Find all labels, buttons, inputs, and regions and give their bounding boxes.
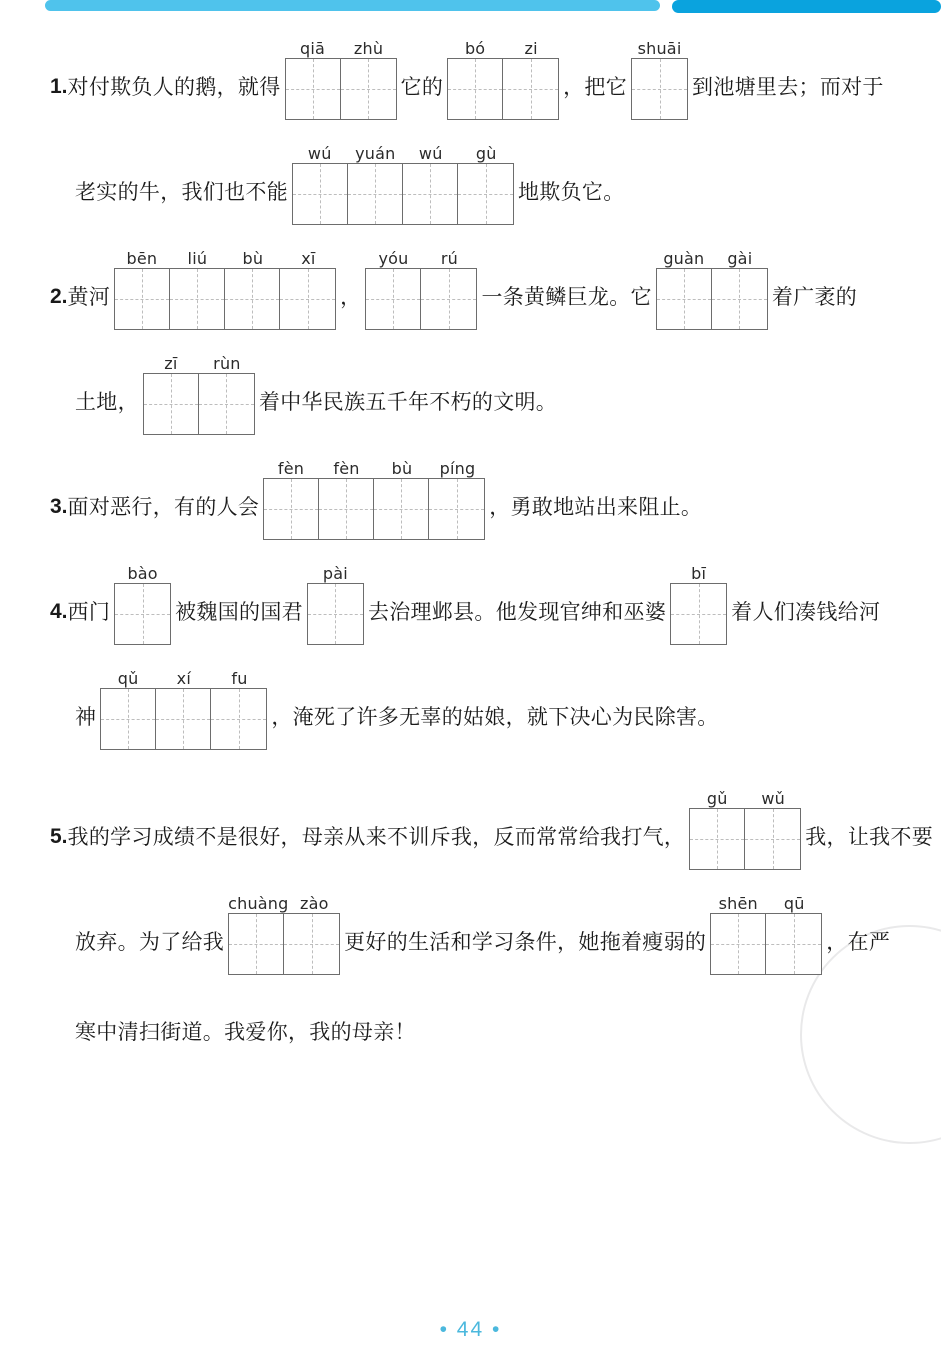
header-decoration-bars — [0, 0, 941, 16]
pinyin-label: qǔ — [117, 669, 139, 688]
tianzige-cell[interactable] — [458, 164, 513, 224]
tianzige-grid[interactable] — [263, 478, 485, 540]
pinyin-row — [263, 452, 485, 478]
sentence-text: 着广袤的 — [771, 285, 858, 309]
pinyin-row — [631, 32, 688, 58]
sentence-text: 西门 — [67, 600, 111, 624]
tianzige-grid[interactable] — [143, 373, 255, 435]
question-line — [0, 559, 941, 645]
question-number: 2. — [50, 285, 68, 308]
pinyin-label: yóu — [378, 249, 409, 268]
tianzige-cell[interactable] — [429, 479, 484, 539]
pinyin-label: pài — [322, 564, 348, 583]
question-line — [0, 664, 941, 750]
pinyin-row — [365, 242, 477, 268]
pinyin-label: liú — [187, 249, 208, 268]
tianzige-cell[interactable] — [225, 269, 280, 329]
question-line-content — [50, 452, 702, 540]
sentence-text: ，把它 — [563, 75, 628, 99]
tianzige-cell[interactable] — [421, 269, 476, 329]
worksheet-body — [0, 16, 941, 1316]
answer-blank[interactable] — [670, 557, 727, 645]
tianzige-cell[interactable] — [745, 809, 800, 869]
pinyin-row — [143, 347, 255, 373]
pinyin-row — [100, 662, 267, 688]
tianzige-cell[interactable] — [115, 269, 170, 329]
pinyin-label: gǔ — [706, 789, 728, 808]
tianzige-cell[interactable] — [264, 479, 319, 539]
sentence-text: 黄河 — [67, 285, 111, 309]
tianzige-grid[interactable] — [114, 268, 336, 330]
tianzige-cell[interactable] — [229, 914, 284, 974]
tianzige-grid[interactable] — [228, 913, 340, 975]
sentence-text: 对付欺负人的鹅，就得 — [67, 75, 281, 99]
pinyin-row — [228, 887, 340, 913]
pinyin-label: zi — [524, 39, 538, 58]
question-number: 5. — [50, 825, 68, 848]
tianzige-cell[interactable] — [366, 269, 421, 329]
pinyin-row — [656, 242, 768, 268]
sentence-text: 被魏国的国君 — [175, 600, 303, 624]
pinyin-label: fèn — [333, 459, 360, 478]
question-line-content — [75, 137, 625, 225]
question-line — [0, 979, 941, 1065]
tianzige-cell[interactable] — [170, 269, 225, 329]
pinyin-label: rùn — [213, 354, 241, 373]
question-number: 3. — [50, 495, 68, 518]
sentence-text: ，在严 — [826, 930, 891, 954]
question-number: 1. — [50, 75, 68, 98]
tianzige-cell[interactable] — [690, 809, 745, 869]
header-bar-left — [45, 0, 660, 11]
tianzige-grid[interactable] — [100, 688, 267, 750]
tianzige-cell[interactable] — [711, 914, 766, 974]
pinyin-label: bī — [691, 564, 707, 583]
pinyin-label: píng — [439, 459, 476, 478]
question-line — [0, 349, 941, 435]
sentence-text: 地欺负它。 — [518, 180, 625, 204]
tianzige-grid[interactable] — [285, 58, 397, 120]
pinyin-row — [285, 32, 397, 58]
pinyin-label: qū — [783, 894, 805, 913]
question-line-content — [50, 32, 884, 120]
pinyin-row — [114, 557, 171, 583]
pinyin-label: zī — [164, 354, 178, 373]
pinyin-row — [307, 557, 364, 583]
answer-blank[interactable] — [307, 557, 364, 645]
page-number: • 44 • — [439, 1318, 502, 1341]
sentence-text: 更好的生活和学习条件，她拖着瘦弱的 — [344, 930, 707, 954]
tianzige-cell[interactable] — [115, 584, 170, 644]
sentence-text: 着人们凑钱给河 — [731, 600, 881, 624]
pinyin-row — [447, 32, 559, 58]
question-line — [0, 889, 941, 975]
answer-blank[interactable] — [114, 557, 171, 645]
pinyin-row — [292, 137, 514, 163]
tianzige-grid[interactable] — [292, 163, 514, 225]
answer-blank[interactable] — [447, 32, 559, 120]
tianzige-grid[interactable] — [670, 583, 727, 645]
sentence-text: ，淹死了许多无辜的姑娘，就下决心为民除害。 — [271, 705, 719, 729]
tianzige-cell[interactable] — [156, 689, 211, 749]
sentence-text: 着中华民族五千年不朽的文明。 — [258, 390, 558, 414]
question-line-content — [75, 1017, 416, 1065]
answer-blank[interactable] — [114, 242, 336, 330]
sentence-text: 老实的牛，我们也不能 — [75, 180, 288, 204]
tianzige-cell[interactable] — [403, 164, 458, 224]
tianzige-grid[interactable] — [689, 808, 801, 870]
answer-blank[interactable] — [631, 32, 688, 120]
tianzige-cell[interactable] — [308, 584, 363, 644]
sentence-text: 放弃。为了给我 — [75, 930, 225, 954]
tianzige-grid[interactable] — [365, 268, 477, 330]
pinyin-row — [689, 782, 801, 808]
sentence-text: 去治理邺县。他发现官绅和巫婆 — [367, 600, 667, 624]
tianzige-cell[interactable] — [712, 269, 767, 329]
tianzige-grid[interactable] — [307, 583, 364, 645]
question-line-content — [50, 242, 857, 330]
sentence-text: 它的 — [400, 75, 444, 99]
sentence-text: 一条黄鳞巨龙。它 — [481, 285, 652, 309]
pinyin-label: zào — [300, 894, 329, 913]
pinyin-label: gài — [727, 249, 753, 268]
tianzige-cell[interactable] — [348, 164, 403, 224]
sentence-text: 我，让我不要 — [805, 825, 934, 849]
pinyin-label: wú — [307, 144, 332, 163]
tianzige-cell[interactable] — [374, 479, 429, 539]
tianzige-cell[interactable] — [199, 374, 254, 434]
tianzige-cell[interactable] — [632, 59, 687, 119]
question-number: 4. — [50, 600, 68, 623]
answer-blank[interactable] — [263, 452, 485, 540]
pinyin-label: fèn — [277, 459, 305, 478]
answer-blank[interactable] — [143, 347, 255, 435]
question-line-content — [75, 347, 557, 435]
answer-blank[interactable] — [292, 137, 514, 225]
tianzige-grid[interactable] — [656, 268, 768, 330]
sentence-text: ， — [340, 285, 362, 309]
tianzige-grid[interactable] — [114, 583, 171, 645]
pinyin-label: gù — [475, 144, 497, 163]
tianzige-cell[interactable] — [319, 479, 374, 539]
tianzige-cell[interactable] — [101, 689, 156, 749]
answer-blank[interactable] — [285, 32, 397, 120]
sentence-text: 到池塘里去；而对于 — [692, 75, 884, 99]
pinyin-label: shuāi — [637, 39, 682, 58]
tianzige-grid[interactable] — [631, 58, 688, 120]
pinyin-label: xī — [301, 249, 316, 268]
pinyin-row — [114, 242, 336, 268]
answer-blank[interactable] — [656, 242, 768, 330]
answer-blank[interactable] — [689, 782, 801, 870]
pinyin-label: bào — [127, 564, 158, 583]
tianzige-cell[interactable] — [766, 914, 821, 974]
tianzige-cell[interactable] — [341, 59, 396, 119]
tianzige-grid[interactable] — [710, 913, 822, 975]
tianzige-grid[interactable] — [447, 58, 559, 120]
pinyin-label: chuàng — [228, 894, 289, 913]
question-line-content — [50, 782, 933, 870]
pinyin-label: wǔ — [761, 789, 786, 808]
sentence-text: 我的学习成绩不是很好，母亲从来不训斥我，反而常常给我打气， — [67, 825, 686, 849]
tianzige-cell[interactable] — [448, 59, 503, 119]
tianzige-cell[interactable] — [286, 59, 341, 119]
answer-blank[interactable] — [365, 242, 477, 330]
pinyin-label: zhù — [353, 39, 384, 58]
sentence-text: 土地， — [75, 390, 139, 414]
pinyin-label: bēn — [126, 249, 158, 268]
tianzige-cell[interactable] — [280, 269, 335, 329]
pinyin-label: qiā — [300, 39, 326, 58]
pinyin-label: bó — [464, 39, 486, 58]
question-line-content — [50, 557, 880, 645]
question-line — [0, 784, 941, 870]
pinyin-label: xí — [176, 669, 191, 688]
sentence-text: 神 — [75, 705, 97, 729]
pinyin-label: wú — [418, 144, 443, 163]
question-line-content — [75, 887, 890, 975]
pinyin-row — [710, 887, 822, 913]
answer-blank[interactable] — [100, 662, 267, 750]
pinyin-label: bù — [242, 249, 264, 268]
tianzige-cell[interactable] — [211, 689, 266, 749]
pinyin-label: fu — [231, 669, 248, 688]
tianzige-cell[interactable] — [293, 164, 348, 224]
tianzige-cell[interactable] — [671, 584, 726, 644]
answer-blank[interactable] — [228, 887, 340, 975]
pinyin-label: shēn — [718, 894, 758, 913]
question-line — [0, 244, 941, 330]
pinyin-label: bù — [391, 459, 413, 478]
tianzige-cell[interactable] — [503, 59, 558, 119]
question-line — [0, 34, 941, 120]
pinyin-label: guàn — [663, 249, 705, 268]
pinyin-label: yuán — [355, 144, 396, 163]
answer-blank[interactable] — [710, 887, 822, 975]
header-bar-right — [672, 0, 941, 13]
sentence-text: 面对恶行，有的人会 — [67, 495, 260, 519]
sentence-text: 寒中清扫街道。我爱你，我的母亲！ — [75, 1020, 416, 1044]
sentence-text: ，勇敢地站出来阻止。 — [489, 495, 703, 519]
question-line — [0, 139, 941, 225]
tianzige-cell[interactable] — [144, 374, 199, 434]
question-line — [0, 454, 941, 540]
tianzige-cell[interactable] — [657, 269, 712, 329]
pinyin-label: rú — [440, 249, 458, 268]
question-line-content — [75, 662, 719, 750]
tianzige-cell[interactable] — [284, 914, 339, 974]
pinyin-row — [670, 557, 727, 583]
